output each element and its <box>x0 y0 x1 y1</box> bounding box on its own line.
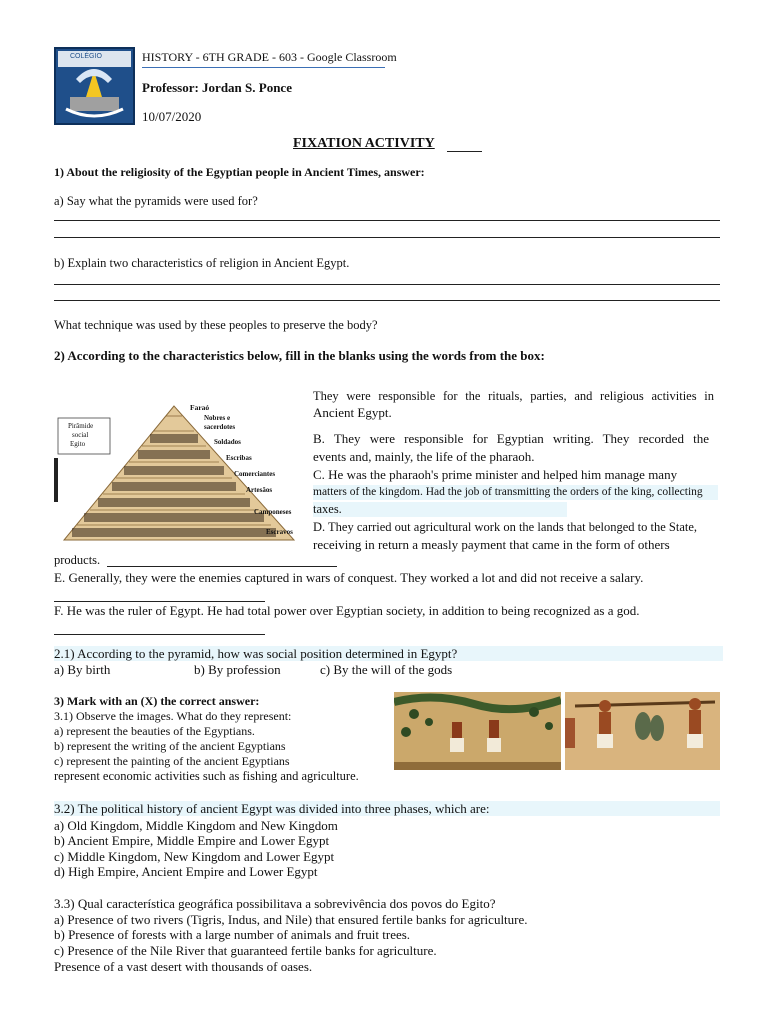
course-title: HISTORY - 6TH GRADE - 603 - Google Classroom <box>142 50 397 64</box>
q2-f: F. He was the ruler of Egypt. He had total power over Egyptian society, in addition to being recognized as a god. <box>54 603 640 618</box>
q2-c-line2: matters of the kingdom. Had the job of transmitting the orders of the king, collecting <box>313 485 718 500</box>
q2-a-line2: Ancient Egypt. <box>313 405 392 420</box>
pyramid-label: Nobres e <box>204 414 231 422</box>
q1-b: b) Explain two characteristics of religion in Ancient Egypt. <box>54 256 350 270</box>
pyramid-label: Comerciantes <box>234 470 276 478</box>
q2-d-line1: D. They carried out agricultural work on the lands that belonged to the State, <box>313 520 698 534</box>
q31-option-c[interactable]: c) represent the painting of the ancient Egyptians <box>54 754 290 768</box>
pyramid-label: Escribas <box>226 454 252 462</box>
answer-line[interactable] <box>54 220 720 221</box>
pyramid-label: Escravos <box>266 528 293 536</box>
title-underline <box>447 151 482 152</box>
q33-question: 3.3) Qual característica geográfica possibilitava a sobrevivência dos povos do Egito? <box>54 896 496 911</box>
q33-option-b[interactable]: b) Presence of forests with a large number of animals and fruit trees. <box>54 927 411 942</box>
q32-option-a[interactable]: a) Old Kingdom, Middle Kingdom and New Kingdom <box>54 818 338 833</box>
q31-option-b[interactable]: b) represent the writing of the ancient Egyptians <box>54 739 286 753</box>
q33-option-a[interactable]: a) Presence of two rivers (Tigris, Indus, and Nile) that ensured fertile banks for agriculture. <box>54 912 528 927</box>
egyptian-fishing-painting <box>565 692 720 770</box>
q32-option-d[interactable]: d) High Empire, Ancient Empire and Lower Egypt <box>54 864 318 879</box>
answer-line[interactable] <box>54 300 720 301</box>
q33-option-d[interactable]: Presence of a vast desert with thousands of oases. <box>54 959 313 974</box>
painting-icon <box>394 692 561 770</box>
painting-icon <box>565 692 720 770</box>
pyramid-box-line: social <box>72 431 89 439</box>
q31-question: 3.1) Observe the images. What do they represent: <box>54 709 292 723</box>
blank-line[interactable] <box>54 634 265 635</box>
q3-heading: 3) Mark with an (X) the correct answer: <box>54 694 260 708</box>
q2-a-line1: They were responsible for the rituals, parties, and religious activities in <box>313 389 714 403</box>
blank-line[interactable] <box>54 601 265 602</box>
logo-text: COLÉGIO <box>70 53 102 60</box>
professor-name: Professor: Jordan S. Ponce <box>142 80 292 95</box>
header-divider <box>142 67 385 68</box>
q21-option-b[interactable]: b) By profession <box>194 662 281 677</box>
q32-option-b[interactable]: b) Ancient Empire, Middle Empire and Lower Egypt <box>54 833 330 848</box>
q2-c-line1: C. He was the pharaoh's prime minister and helped him manage many <box>313 467 678 482</box>
pyramid-label: sacerdotes <box>204 423 236 431</box>
q2-heading: 2) According to the characteristics below, fill in the blanks using the words from the box: <box>54 348 545 363</box>
q1-a: a) Say what the pyramids were used for? <box>54 194 258 208</box>
q31-option-a[interactable]: a) represent the beauties of the Egyptians. <box>54 724 255 738</box>
crest-icon <box>56 49 133 123</box>
blank-line[interactable] <box>107 566 337 567</box>
answer-line[interactable] <box>54 237 720 238</box>
pyramid-box-line: Pirâmide <box>68 422 94 430</box>
date: 10/07/2020 <box>142 109 202 124</box>
pyramid-label: Artesãos <box>246 486 273 494</box>
q32-option-c[interactable]: c) Middle Kingdom, New Kingdom and Lower Egypt <box>54 849 335 864</box>
q2-d-line2: receiving in return a measly payment that came in the form of others <box>313 537 670 552</box>
pyramid-label: Soldados <box>214 438 241 446</box>
pyramid-box-line: Egito <box>70 440 86 448</box>
q21-question: 2.1) According to the pyramid, how was social position determined in Egypt? <box>54 646 723 661</box>
social-pyramid-image <box>54 400 304 550</box>
q2-d-line3: products. <box>54 553 101 567</box>
q32-question: 3.2) The political history of ancient Egypt was divided into three phases, which are: <box>54 801 720 816</box>
school-logo <box>54 47 135 125</box>
pyramid-label: Camponeses <box>254 508 292 516</box>
q33-option-c[interactable]: c) Presence of the Nile River that guaranteed fertile banks for agriculture. <box>54 943 437 958</box>
page-title: FIXATION ACTIVITY <box>293 136 435 151</box>
pyramid-label: Faraó <box>190 403 210 412</box>
q2-e: E. Generally, they were the enemies captured in wars of conquest. They worked a lot and did not receive a salary. <box>54 570 644 585</box>
q21-option-a[interactable]: a) By birth <box>54 662 111 677</box>
q2-b-line2: events and, mainly, the life of the pharaoh. <box>313 449 535 464</box>
q31-option-d[interactable]: represent economic activities such as fishing and agriculture. <box>54 769 359 783</box>
q1-c: What technique was used by these peoples to preserve the body? <box>54 318 378 332</box>
egyptian-harvest-painting <box>394 692 561 770</box>
q21-option-c[interactable]: c) By the will of the gods <box>320 662 453 677</box>
q2-b-line1: B. They were responsible for Egyptian writing. They recorded the <box>313 431 709 446</box>
q1-heading: 1) About the religiosity of the Egyptian people in Ancient Times, answer: <box>54 165 425 179</box>
answer-line[interactable] <box>54 284 720 285</box>
q2-c-line3: taxes. <box>313 502 567 517</box>
